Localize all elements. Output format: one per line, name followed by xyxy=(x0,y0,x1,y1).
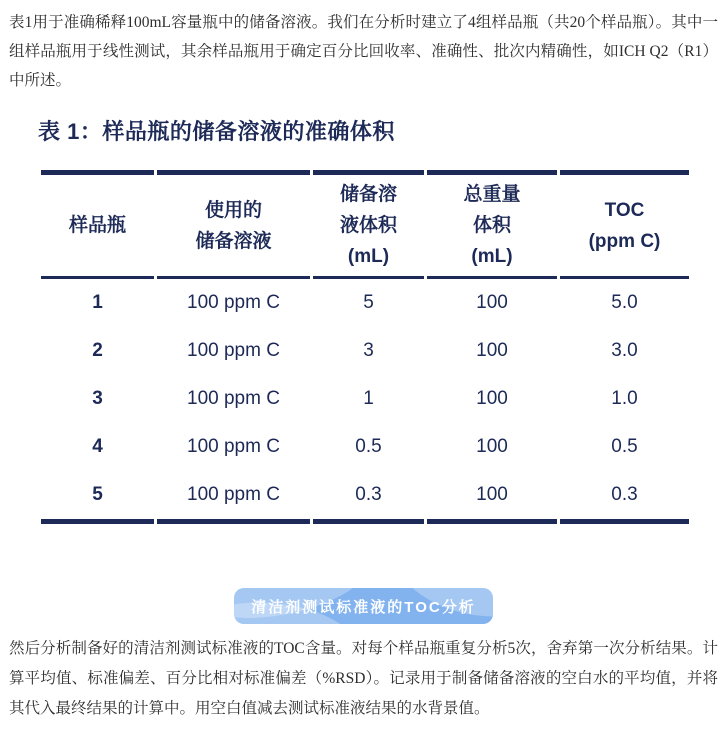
cell-total-volume: 100 xyxy=(476,340,508,361)
table-row xyxy=(41,327,689,375)
cell-vial-number: 5 xyxy=(41,471,154,524)
cell-toc: 0.5 xyxy=(611,436,638,457)
table-title: 表 1：样品瓶的储备溶液的准确体积 xyxy=(38,119,395,144)
header-total-weight-volume: 总重量 体积 (mL) xyxy=(427,170,557,279)
cell-toc: 1.0 xyxy=(611,388,638,409)
table-row xyxy=(41,279,689,327)
cell-toc: 3.0 xyxy=(611,340,638,361)
toc-analysis-button[interactable] xyxy=(234,588,493,624)
table-row xyxy=(41,375,689,423)
cell-vial-number: 1 xyxy=(92,292,103,313)
header-toc: TOC (ppm C) xyxy=(560,170,689,279)
table-row xyxy=(41,471,689,524)
cell-total-volume: 100 xyxy=(427,471,557,524)
table-header-row xyxy=(41,170,689,279)
cell-vial-number: 4 xyxy=(92,436,103,457)
cell-stock-solution: 100 ppm C xyxy=(187,340,280,361)
cell-stock-solution: 100 ppm C xyxy=(187,388,280,409)
table-section xyxy=(38,118,692,524)
cell-vial-number: 2 xyxy=(92,340,103,361)
stock-solution-table xyxy=(38,170,692,524)
cell-stock-volume: 0.5 xyxy=(355,436,382,457)
cell-stock-solution: 100 ppm C xyxy=(187,292,280,313)
header-stock-solution-volume: 储备溶 液体积 (mL) xyxy=(313,170,424,279)
cell-toc: 5.0 xyxy=(611,292,638,313)
toc-analysis-button-label: 清洁剂测试标准液的TOC分析 xyxy=(251,598,476,616)
header-vial: 样品瓶 xyxy=(41,170,154,279)
cell-stock-volume: 1 xyxy=(363,388,374,409)
cell-stock-volume: 3 xyxy=(363,340,374,361)
cell-stock-volume: 0.3 xyxy=(313,471,424,524)
closing-paragraph: 然后分析制备好的清洁剂测试标准液的TOC含量。对每个样品瓶重复分析5次，舍弃第一次分析结果。计算平均值、标准偏差、百分比相对标准偏差（%RSD）。记录用于制备储备溶液的空白水的平均值，并将其代入最终结果的计算中。用空白值减去测试标准液结果的水背景值。 xyxy=(9,640,718,717)
cell-total-volume: 100 xyxy=(476,436,508,457)
table-row xyxy=(41,423,689,471)
cell-stock-solution: 100 ppm C xyxy=(187,436,280,457)
cell-total-volume: 100 xyxy=(476,292,508,313)
cell-vial-number: 3 xyxy=(92,388,103,409)
intro-paragraph: 表1用于准确稀释100mL容量瓶中的储备溶液。我们在分析时建立了4组样品瓶（共20个样品瓶）。其中一组样品瓶用于线性测试，其余样品瓶用于确定百分比回收率、准确性、批次内精确性，如ICH Q2（R1）中所述。 xyxy=(9,14,718,89)
cell-total-volume: 100 xyxy=(476,388,508,409)
cell-stock-volume: 5 xyxy=(363,292,374,313)
cell-toc: 0.3 xyxy=(560,471,689,524)
header-stock-solution-used: 使用的 储备溶液 xyxy=(157,170,310,279)
cell-stock-solution: 100 ppm C xyxy=(157,471,310,524)
